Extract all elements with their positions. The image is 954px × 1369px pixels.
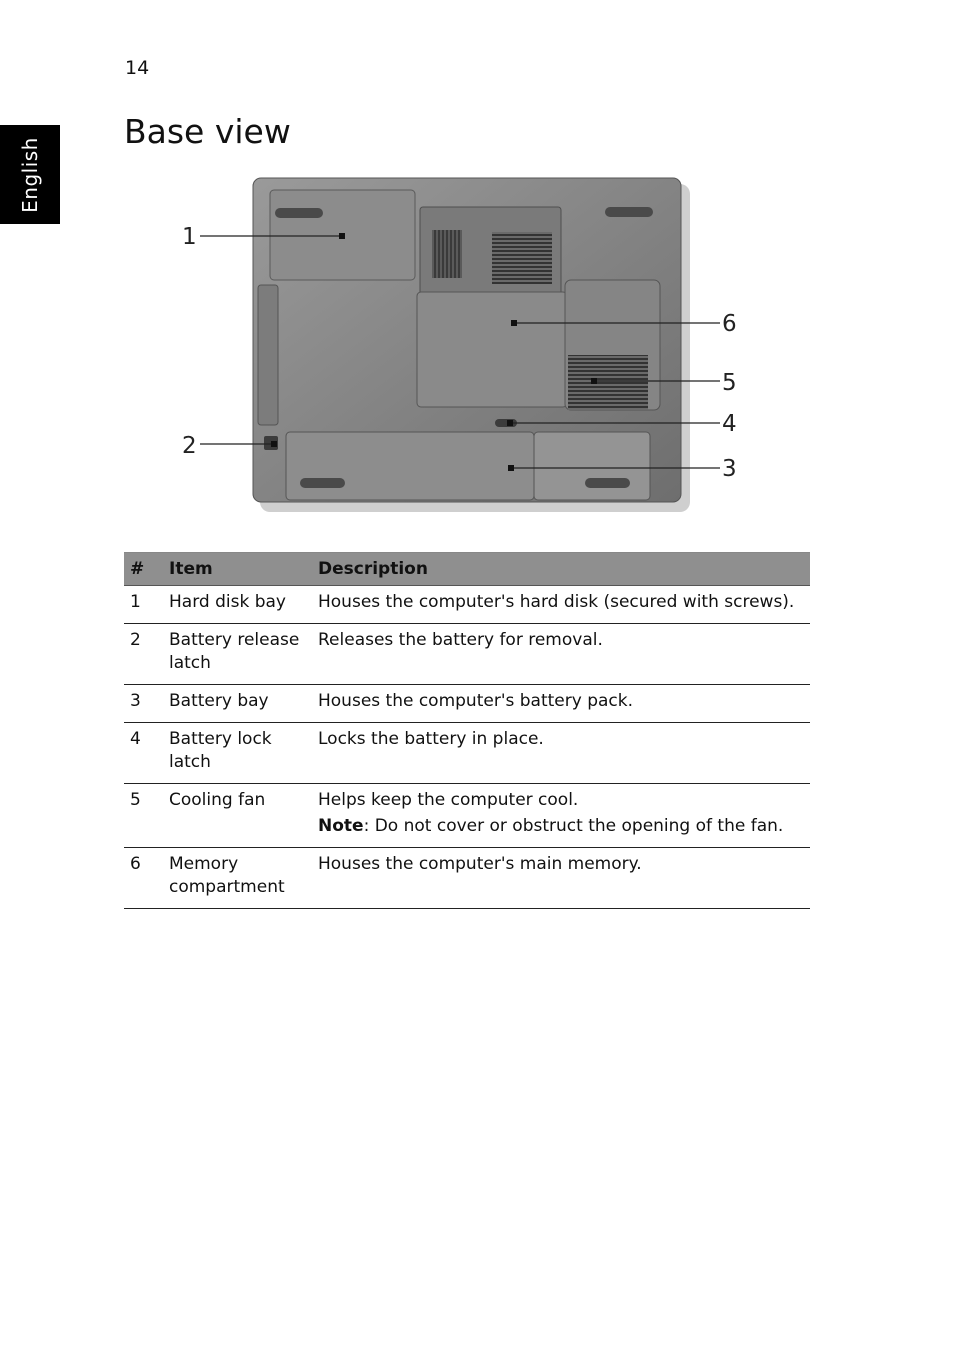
column-header-item: Item	[163, 553, 312, 586]
language-label: English	[18, 136, 42, 213]
row-number: 5	[124, 784, 163, 848]
row-item: Battery release latch	[163, 624, 312, 685]
language-side-tab	[0, 125, 60, 224]
memory-compartment	[417, 292, 567, 407]
fan-note	[318, 815, 804, 838]
section-title: Base view	[124, 112, 291, 151]
rubber-foot	[585, 478, 630, 488]
table-row	[124, 848, 810, 909]
row-number: 4	[124, 723, 163, 784]
rubber-foot	[275, 208, 323, 218]
callout-dot	[339, 233, 345, 239]
callout-number: 4	[722, 411, 737, 437]
callout-dot	[508, 465, 514, 471]
callout-number: 6	[722, 311, 737, 337]
row-item: Cooling fan	[163, 784, 312, 848]
callout-dot	[507, 420, 513, 426]
row-description: Locks the battery in place.	[312, 723, 810, 784]
table-row	[124, 784, 810, 848]
callout-number: 3	[722, 456, 737, 482]
callout-dot	[511, 320, 517, 326]
row-number: 3	[124, 685, 163, 723]
row-description: Helps keep the computer cool.	[318, 790, 579, 810]
laptop-base-illustration	[170, 170, 770, 520]
row-item: Memory compartment	[163, 848, 312, 909]
row-description: Houses the computer's main memory.	[312, 848, 810, 909]
row-description: Releases the battery for removal.	[312, 624, 810, 685]
note-label: Note	[318, 816, 364, 836]
battery-bay-right	[534, 432, 650, 500]
table-row	[124, 723, 810, 784]
vent-grille	[432, 230, 462, 278]
note-text: : Do not cover or obstruct the opening of the fan.	[363, 816, 784, 836]
callout-dot	[271, 441, 277, 447]
side-rail	[258, 285, 278, 425]
laptop-base-figure	[170, 170, 770, 520]
component-table	[124, 552, 810, 909]
cooling-fan-grille	[568, 355, 648, 410]
battery-bay	[286, 432, 534, 500]
vent-grille	[492, 232, 552, 284]
callout-number: 2	[182, 433, 197, 459]
row-item: Hard disk bay	[163, 586, 312, 624]
row-item: Battery bay	[163, 685, 312, 723]
table-row	[124, 586, 810, 624]
column-header-number: #	[124, 553, 163, 586]
row-description: Houses the computer's hard disk (secured with screws).	[312, 586, 810, 624]
row-description-with-note	[312, 784, 810, 848]
row-item: Battery lock latch	[163, 723, 312, 784]
row-number: 6	[124, 848, 163, 909]
callout-number: 1	[182, 224, 197, 250]
row-number: 1	[124, 586, 163, 624]
table-header-row	[124, 553, 810, 586]
row-number: 2	[124, 624, 163, 685]
table-row	[124, 685, 810, 723]
table-row	[124, 624, 810, 685]
callout-dot	[591, 378, 597, 384]
row-description: Houses the computer's battery pack.	[312, 685, 810, 723]
rubber-foot	[300, 478, 345, 488]
page-number: 14	[125, 57, 150, 79]
rubber-foot	[605, 207, 653, 217]
column-header-description: Description	[312, 553, 810, 586]
callout-number: 5	[722, 370, 737, 396]
